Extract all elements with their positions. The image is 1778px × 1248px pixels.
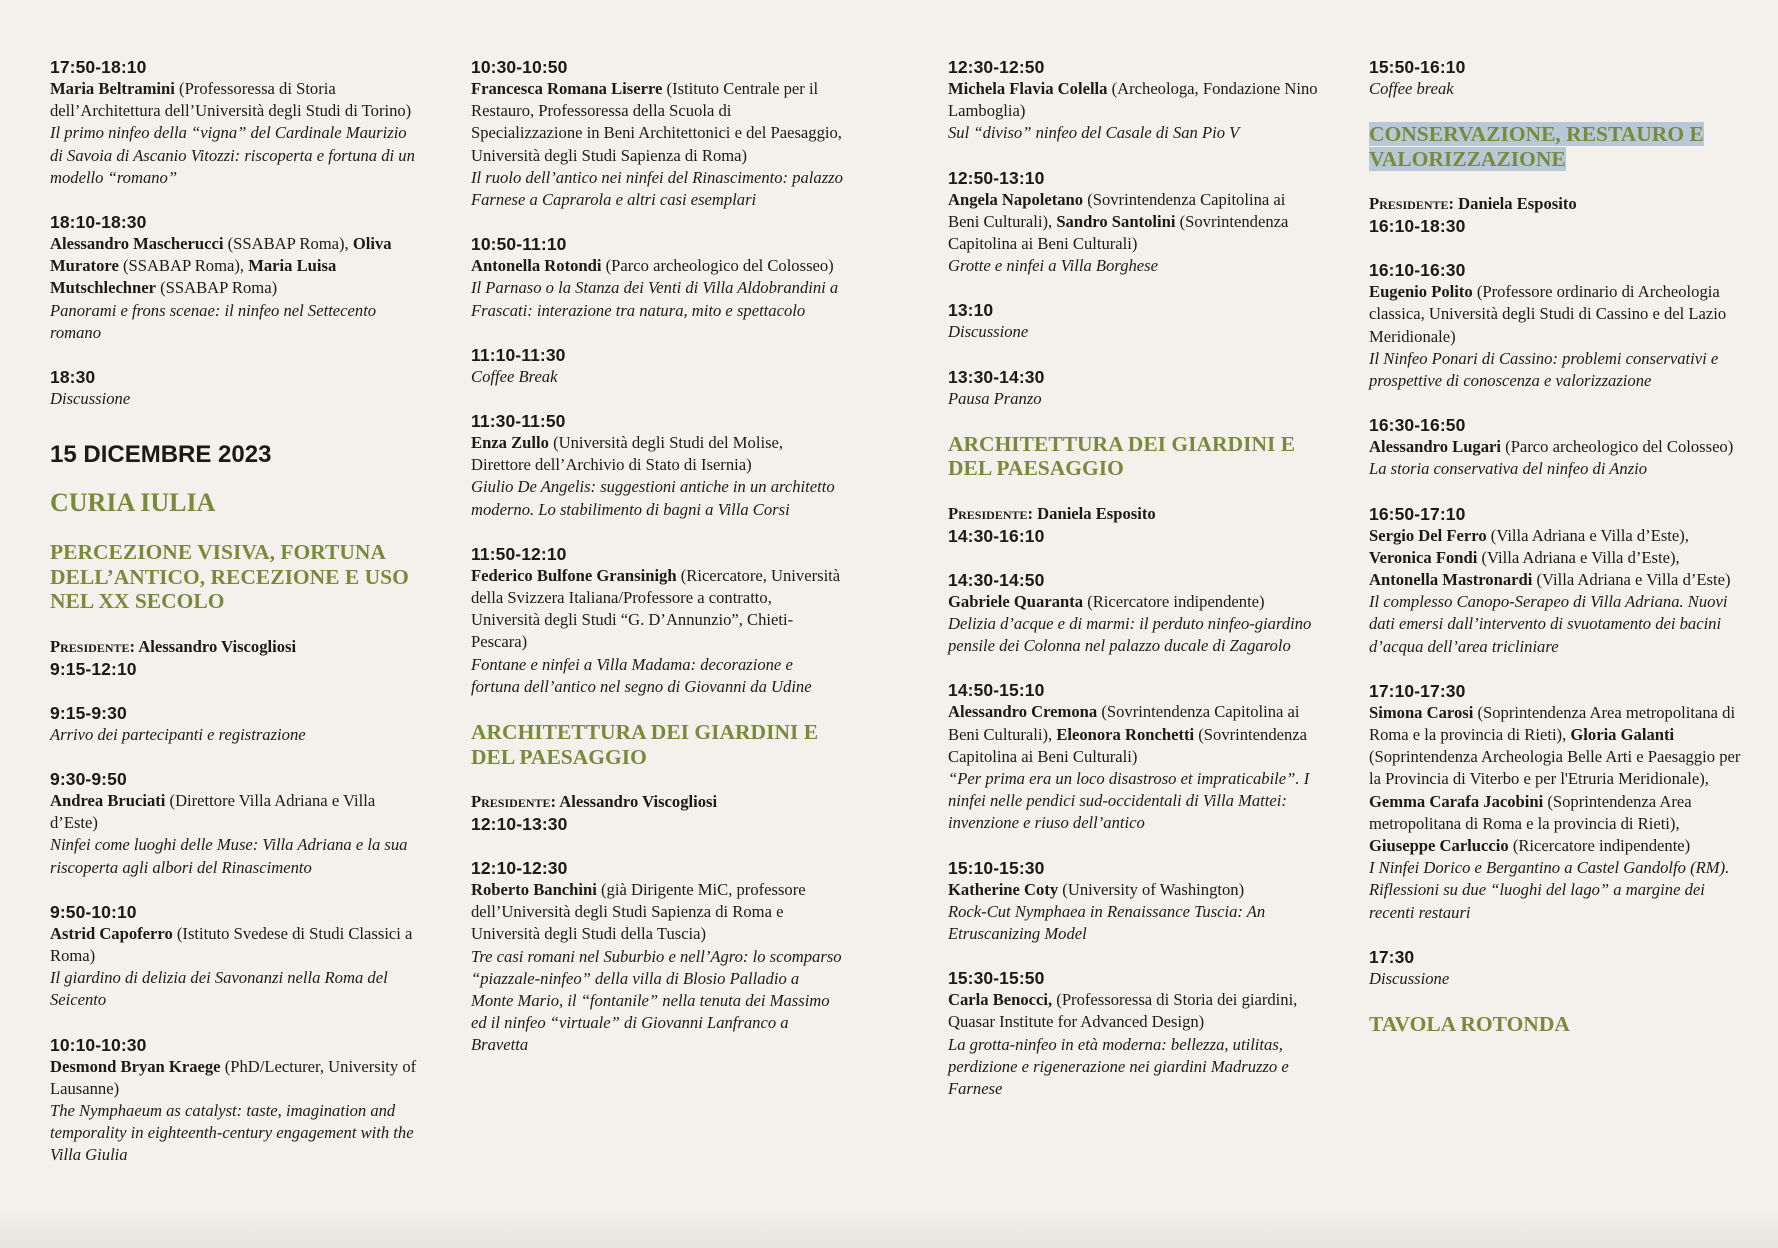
entry-speakers	[50, 1056, 422, 1100]
entry-speakers	[948, 189, 1320, 256]
entry-speakers	[50, 233, 422, 300]
entry-time: 14:50-15:10	[948, 680, 1045, 701]
entry-speakers	[471, 879, 843, 946]
talk-title: Coffee break	[1369, 79, 1454, 98]
speaker-affiliation: (Parco archeologico del Colosseo)	[1501, 437, 1734, 457]
talk-title: Tre casi romani nel Suburbio e nell’Agro: lo scomparso “piazzale-ninfeo” della villa di Blosio Palladio a Monte Mario, il “fontanile” nella tenuta dei Massimo ed il ninfeo “virtuale” di Giovanni Lanfranco a Bravetta	[471, 946, 842, 1055]
entry-time: 10:50-11:10	[471, 234, 567, 255]
chair-name: Daniela Esposito	[1033, 503, 1156, 523]
day-heading: 15 DICEMBRE 2023	[50, 441, 272, 469]
speaker-affiliation: (Professoressa di Storia dei giardini, Quasar Institute for Advanced Design)	[948, 990, 1298, 1032]
entry-time: 14:30-14:50	[948, 569, 1045, 590]
program-entry	[948, 569, 1320, 658]
entry-time: 9:50-10:10	[50, 901, 137, 922]
speaker-affiliation: (SSABAP Roma),	[223, 234, 353, 254]
entry-speakers	[1369, 702, 1741, 857]
chair-label: Presidente:	[50, 636, 136, 656]
entry-speakers	[948, 78, 1320, 122]
talk-title: Arrivo dei partecipanti e registrazione	[50, 724, 306, 744]
speaker-name: Alessandro Cremona	[948, 702, 1098, 722]
speaker-affiliation: (già Dirigente MiC, professore dell’Università degli Studi Sapienza di Roma e Università degli Studi della Tuscia)	[471, 880, 806, 944]
chair-name: Alessandro Viscogliosi	[556, 792, 718, 812]
speaker-name: Antonella Rotondi	[471, 256, 602, 276]
program-entry	[50, 768, 422, 879]
entry-speakers	[50, 923, 422, 967]
program-entry	[1369, 56, 1741, 100]
talk-title: Sul “diviso” ninfeo del Casale di San Pio V	[948, 123, 1240, 143]
program-entry	[1369, 259, 1741, 392]
speaker-name: Enza Zullo	[471, 433, 549, 453]
program-entry	[50, 702, 422, 746]
speaker-affiliation: (Istituto Svedese di Studi Classici a Roma)	[50, 923, 413, 965]
speaker-affiliation: (Sovrintendenza Capitolina ai Beni Culturali)	[948, 724, 1308, 766]
talk-title: Giulio De Angelis: suggestioni antiche in un architetto moderno. Lo stabilimento di bagni a Villa Corsi	[471, 477, 835, 519]
talk-title: Il Parnaso o la Stanza dei Venti di Villa Aldobrandini a Frascati: interazione tra natura, mito e spettacolo	[471, 278, 839, 320]
speaker-affiliation: (Soprintendenza Area metropolitana di Roma e la provincia di Rieti),	[1369, 702, 1736, 745]
speaker-name: Andrea Bruciati	[50, 790, 166, 810]
entry-speakers	[471, 78, 843, 167]
session-heading: ARCHITETTURA DEI GIARDINI E DEL PAESAGGIO	[948, 431, 1296, 481]
talk-title: La grotta-ninfeo in età moderna: bellezza, utilitas, perdizione e rigenerazione nei giardini Madruzzo e Farnese	[948, 1034, 1289, 1099]
speaker-name: Gabriele Quaranta	[948, 591, 1084, 611]
speaker-name: Oliva Muratore	[50, 234, 392, 276]
speaker-name: Gemma Carafa Jacobini	[1369, 791, 1544, 811]
speaker-affiliation: (SSABAP Roma),	[118, 256, 249, 276]
talk-title: The Nymphaeum as catalyst: taste, imagination and temporality in eighteenth-century engagement with the Villa Giulia	[50, 1100, 414, 1165]
entry-time: 9:30-9:50	[50, 768, 127, 789]
program-entry	[948, 299, 1320, 343]
venue-heading: CURIA IULIA	[50, 488, 216, 518]
speaker-name: Sergio Del Ferro	[1369, 525, 1487, 545]
program-entry	[948, 366, 1320, 410]
program-entry	[471, 233, 843, 322]
session-heading-text: CONSERVAZIONE, RESTAURO E VALORIZZAZIONE	[1369, 122, 1704, 171]
entry-time: 11:30-11:50	[471, 411, 566, 432]
session-chair	[471, 791, 843, 835]
program-entry	[471, 543, 843, 698]
speaker-name: Michela Flavia Colella	[948, 79, 1108, 98]
speaker-name: Giuseppe Carluccio	[1369, 836, 1509, 856]
program-entry	[948, 56, 1320, 145]
chair-label: Presidente:	[471, 792, 557, 812]
chair-name: Daniela Esposito	[1454, 194, 1577, 214]
speaker-affiliation: (Villa Adriana e Villa d’Este),	[1486, 525, 1689, 545]
speaker-name: Gloria Galanti	[1570, 725, 1675, 745]
speaker-affiliation: (Università degli Studi del Molise, Direttore dell’Archivio di Stato di Isernia)	[471, 433, 784, 475]
speaker-affiliation: (Direttore Villa Adriana e Villa d’Este)	[50, 790, 376, 833]
session-time: 14:30-16:10	[948, 525, 1045, 546]
entry-time: 15:50-16:10	[1369, 57, 1466, 77]
entry-time: 18:10-18:30	[50, 212, 147, 233]
entry-time: 16:10-16:30	[1369, 260, 1466, 281]
entry-speakers	[471, 432, 843, 476]
talk-title: Fontane e ninfei a Villa Madama: decorazione e fortuna dell’antico nel segno di Giovanni da Udine	[471, 654, 812, 696]
speaker-affiliation: (Ricercatore, Università della Svizzera Italiana/Professore a contratto, Università degli Studi “G. D’Annunzio”, Chieti-Pescara)	[471, 565, 841, 652]
entry-time: 18:30	[50, 367, 96, 388]
speaker-affiliation: (Sovrintendenza Capitolina ai Beni Culturali)	[948, 211, 1289, 254]
speaker-affiliation: (SSABAP Roma)	[156, 278, 278, 298]
speaker-name: Maria Beltramini	[50, 79, 175, 98]
speaker-affiliation: (PhD/Lecturer, University of Lausanne)	[50, 1056, 417, 1098]
column-1	[50, 56, 422, 1189]
speaker-affiliation: (Archeologa, Fondazione Nino Lamboglia)	[948, 79, 1318, 121]
column-2	[471, 56, 843, 1079]
talk-title: Discussione	[948, 322, 1029, 342]
program-entry	[50, 211, 422, 344]
entry-time: 12:30-12:50	[948, 57, 1045, 77]
speaker-name: Roberto Banchini	[471, 880, 597, 900]
program-entry	[948, 857, 1320, 946]
session-chair	[1369, 193, 1741, 237]
speaker-affiliation: (Soprintendenza Area metropolitana di Roma e la provincia di Rieti),	[1369, 791, 1692, 833]
talk-title: Il ruolo dell’antico nei ninfei del Rinascimento: palazzo Farnese a Caprarola e altri casi esemplari	[471, 167, 843, 210]
talk-title: La storia conservativa del ninfeo di Anzio	[1369, 459, 1648, 479]
entry-speakers	[948, 989, 1320, 1033]
program-entry	[948, 967, 1320, 1100]
speaker-name: Katherine Coty	[948, 879, 1059, 899]
speaker-name: Alessandro Lugari	[1369, 437, 1502, 457]
speaker-affiliation: (Istituto Centrale per il Restauro, Professoressa della Scuola di Specializzazione in Beni Architettonici e del Paesaggio, Università degli Studi Sapienza di Roma)	[471, 79, 842, 165]
program-entry	[471, 857, 843, 1057]
program-entry	[50, 56, 422, 189]
speaker-affiliation: (Villa Adriana e Villa d’Este)	[1532, 570, 1731, 590]
entry-speakers	[1369, 525, 1741, 592]
program-entry	[471, 344, 843, 388]
talk-title: Il primo ninfeo della “vigna” del Cardinale Maurizio di Savoia di Ascanio Vitozzi: riscoperta e fortuna di un modello “romano”	[50, 123, 415, 187]
talk-title: Ninfei come luoghi delle Muse: Villa Adriana e la sua riscoperta agli albori del Rinascimento	[50, 835, 408, 877]
speaker-affiliation: (Villa Adriana e Villa d’Este),	[1477, 547, 1680, 567]
program-entry	[50, 366, 422, 410]
session-chair	[948, 503, 1320, 547]
entry-time: 17:10-17:30	[1369, 680, 1466, 701]
entry-time: 15:30-15:50	[948, 968, 1045, 989]
program-entry	[50, 901, 422, 1012]
talk-title: Il complesso Canopo-Serapeo di Villa Adriana. Nuovi dati emersi dall’intervento di svuotamento dei bacini d’acqua dell’area tricliniare	[1369, 592, 1728, 656]
page-bottom-shadow	[0, 1208, 1778, 1248]
program-entry	[948, 167, 1320, 278]
program-entry	[1369, 503, 1741, 658]
entry-speakers	[50, 790, 422, 834]
session-heading: ARCHITETTURA DEI GIARDINI E DEL PAESAGGIO	[471, 720, 819, 769]
session-heading: TAVOLA ROTONDA	[1369, 1012, 1570, 1037]
speaker-name: Sandro Santolini	[1056, 211, 1176, 231]
session-time: 9:15-12:10	[50, 658, 137, 679]
speaker-name: Eleonora Ronchetti	[1056, 724, 1195, 744]
entry-speakers	[948, 701, 1320, 768]
speaker-affiliation: (Professore ordinario di Archeologia classica, Università degli Studi di Cassino e del Lazio Meridionale)	[1369, 282, 1727, 346]
entry-time: 12:50-13:10	[948, 167, 1045, 188]
entry-time: 16:30-16:50	[1369, 415, 1466, 436]
speaker-name: Antonella Mastronardi	[1369, 570, 1533, 590]
speaker-affiliation: (Sovrintendenza Capitolina ai Beni Culturali),	[948, 189, 1286, 231]
speaker-name: Angela Napoletano	[948, 189, 1084, 209]
entry-speakers	[471, 255, 843, 277]
entry-time: 12:10-12:30	[471, 858, 568, 879]
speaker-affiliation: (University of Washington)	[1058, 879, 1245, 899]
talk-title: Grotte e ninfei a Villa Borghese	[948, 256, 1158, 276]
session-time: 12:10-13:30	[471, 814, 568, 835]
program-entry	[471, 56, 843, 211]
program-entry	[471, 410, 843, 521]
program-entry	[1369, 414, 1741, 480]
entry-speakers	[50, 78, 422, 122]
column-3	[948, 56, 1320, 1122]
speaker-affiliation: (Soprintendenza Archeologia Belle Arti e Paesaggio per la Provincia di Viterbo e per l'Etruria Meridionale),	[1369, 747, 1741, 789]
program-entry	[50, 1034, 422, 1167]
entry-time: 9:15-9:30	[50, 702, 127, 723]
talk-title: Delizia d’acque e di marmi: il perduto ninfeo-giardino pensile dei Colonna nel palazzo ducale di Zagarolo	[948, 614, 1312, 656]
program-entry	[948, 679, 1320, 834]
chair-label: Presidente:	[1369, 194, 1455, 214]
speaker-affiliation: (Parco archeologico del Colosseo)	[601, 256, 834, 276]
talk-title: Il Ninfeo Ponari di Cassino: problemi conservativi e prospettive di conoscenza e valorizzazione	[1369, 348, 1719, 391]
entry-time: 11:10-11:30	[471, 344, 566, 365]
speaker-name: Desmond Bryan Kraege	[50, 1056, 221, 1076]
speaker-name: Eugenio Polito	[1369, 282, 1473, 302]
talk-title: Coffee Break	[471, 366, 558, 386]
session-time: 16:10-18:30	[1369, 216, 1466, 237]
program-entry	[1369, 680, 1741, 924]
entry-time: 10:30-10:50	[471, 57, 568, 77]
entry-time: 13:10	[948, 300, 994, 321]
talk-title: Discussione	[1369, 968, 1450, 988]
session-chair	[50, 636, 422, 680]
talk-title: “Per prima era un loco disastroso et impraticabile”. I ninfei nelle pendici sud-occidentali di Villa Mattei: invenzione e riuso dell’antico	[948, 769, 1310, 833]
speaker-name: Federico Bulfone Gransinigh	[471, 565, 677, 585]
chair-label: Presidente:	[948, 503, 1034, 523]
talk-title: Il giardino di delizia dei Savonanzi nella Roma del Seicento	[50, 968, 388, 1010]
speaker-name: Simona Carosi	[1369, 702, 1474, 722]
chair-name: Alessandro Viscogliosi	[135, 636, 297, 656]
entry-time: 17:50-18:10	[50, 57, 147, 77]
session-heading-highlighted	[1369, 122, 1741, 171]
speaker-name: Maria Luisa Mutschlechner	[50, 256, 337, 298]
speaker-affiliation: (Ricercatore indipendente)	[1083, 591, 1265, 611]
talk-title: Panorami e frons scenae: il ninfeo nel Settecento romano	[50, 300, 377, 342]
entry-time: 13:30-14:30	[948, 366, 1045, 387]
entry-time: 15:10-15:30	[948, 857, 1045, 878]
column-4	[1369, 56, 1741, 1059]
talk-title: Pausa Pranzo	[948, 388, 1042, 408]
program-entry	[1369, 946, 1741, 990]
entry-speakers	[948, 879, 1320, 901]
speaker-affiliation: (Professoressa di Storia dell’Architettura dell’Università degli Studi di Torino)	[50, 79, 412, 121]
entry-time: 16:50-17:10	[1369, 503, 1466, 524]
entry-speakers	[948, 591, 1320, 613]
speaker-name: Francesca Romana Liserre	[471, 79, 663, 98]
speaker-affiliation: (Sovrintendenza Capitolina ai Beni Culturali),	[948, 702, 1300, 744]
entry-time: 10:10-10:30	[50, 1034, 147, 1055]
entry-speakers	[1369, 436, 1741, 458]
speaker-name: Veronica Fondi	[1369, 547, 1478, 567]
session-heading: PERCEZIONE VISIVA, FORTUNA DELL’ANTICO, RECEZIONE E USO NEL XX SECOLO	[50, 540, 409, 614]
entry-time: 11:50-12:10	[471, 543, 567, 564]
speaker-name: Astrid Capoferro	[50, 923, 173, 943]
speaker-name: Carla Benocci,	[948, 990, 1053, 1010]
entry-speakers	[471, 565, 843, 654]
speaker-name: Alessandro Mascherucci	[50, 234, 224, 254]
speaker-affiliation: (Ricercatore indipendente)	[1508, 836, 1691, 856]
talk-title: Discussione	[50, 389, 131, 409]
talk-title: I Ninfei Dorico e Bergantino a Castel Gandolfo (RM). Riflessioni su due “luoghi del lago” a margine dei recenti restauri	[1369, 858, 1730, 922]
entry-time: 17:30	[1369, 946, 1415, 967]
entry-speakers	[1369, 281, 1741, 348]
talk-title: Rock-Cut Nymphaea in Renaissance Tuscia: An Etruscanizing Model	[948, 901, 1266, 944]
